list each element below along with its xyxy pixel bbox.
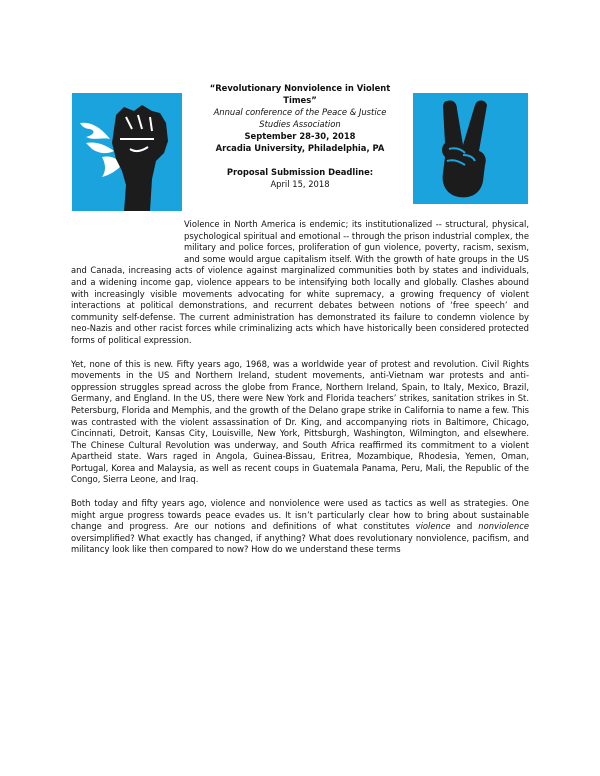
conference-header xyxy=(188,82,412,190)
peace-hand-icon xyxy=(413,93,528,204)
dove-fist-logo xyxy=(72,93,182,211)
paragraph-3-em-violence: violence xyxy=(415,521,451,532)
conference-location: Arcadia University, Philadelphia, PA xyxy=(215,143,385,153)
deadline-label: Proposal Submission Deadline: xyxy=(226,167,374,177)
paragraph-1: Violence in North America is endemic; its institutionalized -- structural, physical, psychological spiritual and emotional -- through the prison industrial complex, the military and police forces, proliferation of gun violence, poverty, racism, sexism, and some would argue capitalism itself. With the growth of hate groups in the US and Canada, increasing acts of violence against marginalized communities both by states and individuals, and a widening income gap, violence appears to be intensifying both locally and globally. Clashes abound with increasingly visible movements advocating for white supremacy, a growing frequency of violent interactions at political demonstrations, and recurrent debates between notions of ‘free speech’ and community self-defense. The current administration has demonstrated its failure to condemn violence by neo-Nazis and other racist forces while criminalizing acts which have historically been considered protected forms of political expression. xyxy=(71,219,529,345)
conference-subtitle-line1: Annual conference of the Peace & Justice xyxy=(213,107,387,117)
conference-subtitle-line2: Studies Association xyxy=(259,119,341,129)
deadline-date: April 15, 2018 xyxy=(270,179,330,189)
body-text xyxy=(71,219,529,568)
conference-dates: September 28-30, 2018 xyxy=(244,131,356,141)
paragraph-3 xyxy=(71,498,529,556)
paragraph-3-part3: oversimplified? What exactly has changed, if anything? What does revolutionary nonviolence, pacifism, and militancy look like then compared to now? How do we understand these terms xyxy=(71,532,529,555)
paragraph-3-part2: and xyxy=(450,521,479,532)
peace-hand-logo xyxy=(413,93,528,204)
conference-title-line1: “Revolutionary Nonviolence in Violent xyxy=(209,83,391,93)
conference-title-line2: Times” xyxy=(283,95,317,105)
paragraph-2: Yet, none of this is new. Fifty years ago, 1968, was a worldwide year of protest and revolution. Civil Rights movements in the US and Northern Ireland, student movements, anti-Vietnam war protests and anti-oppression struggles spread across the globe from France, Northern Ireland, Spain, to Italy, Mexico, Brazil, Germany, and England. In the US, there were New York and Florida teachers’ strikes, sanitation strikes in St. Petersburg, Florida and Memphis, and the growth of the Delano grape strike in California to name a few. This was contrasted with the violent assassination of Dr. King, and accompanying riots in Baltimore, Chicago, Cincinnati, Detroit, Kansas City, Louisville, New York, Pittsburgh, Washington, Wilmington, and elsewhere. The Chinese Cultural Revolution was underway, and South Africa reaffirmed its commitment to a violent Apartheid state. Wars raged in Angola, Guinea-Bissau, Eritrea, Mozambique, Rhodesia, Yemen, Oman, Portugal, Korea and Malaysia, as well as recent coups in Guatemala Panama, Peru, Mali, the Republic of the Congo, Sierra Leone, and Iraq. xyxy=(71,358,529,485)
paragraph-3-em-nonviolence: nonviolence xyxy=(478,521,529,532)
paragraph-3-part1: Both today and fifty years ago, violence and nonviolence were used as tactics as well as strategies. One might argue progress towards peace evades us. It isn’t particularly clear how to bring about sustainable change and progress. Are our notions and definitions of what constitutes xyxy=(71,498,529,532)
dove-fist-icon xyxy=(72,93,182,211)
